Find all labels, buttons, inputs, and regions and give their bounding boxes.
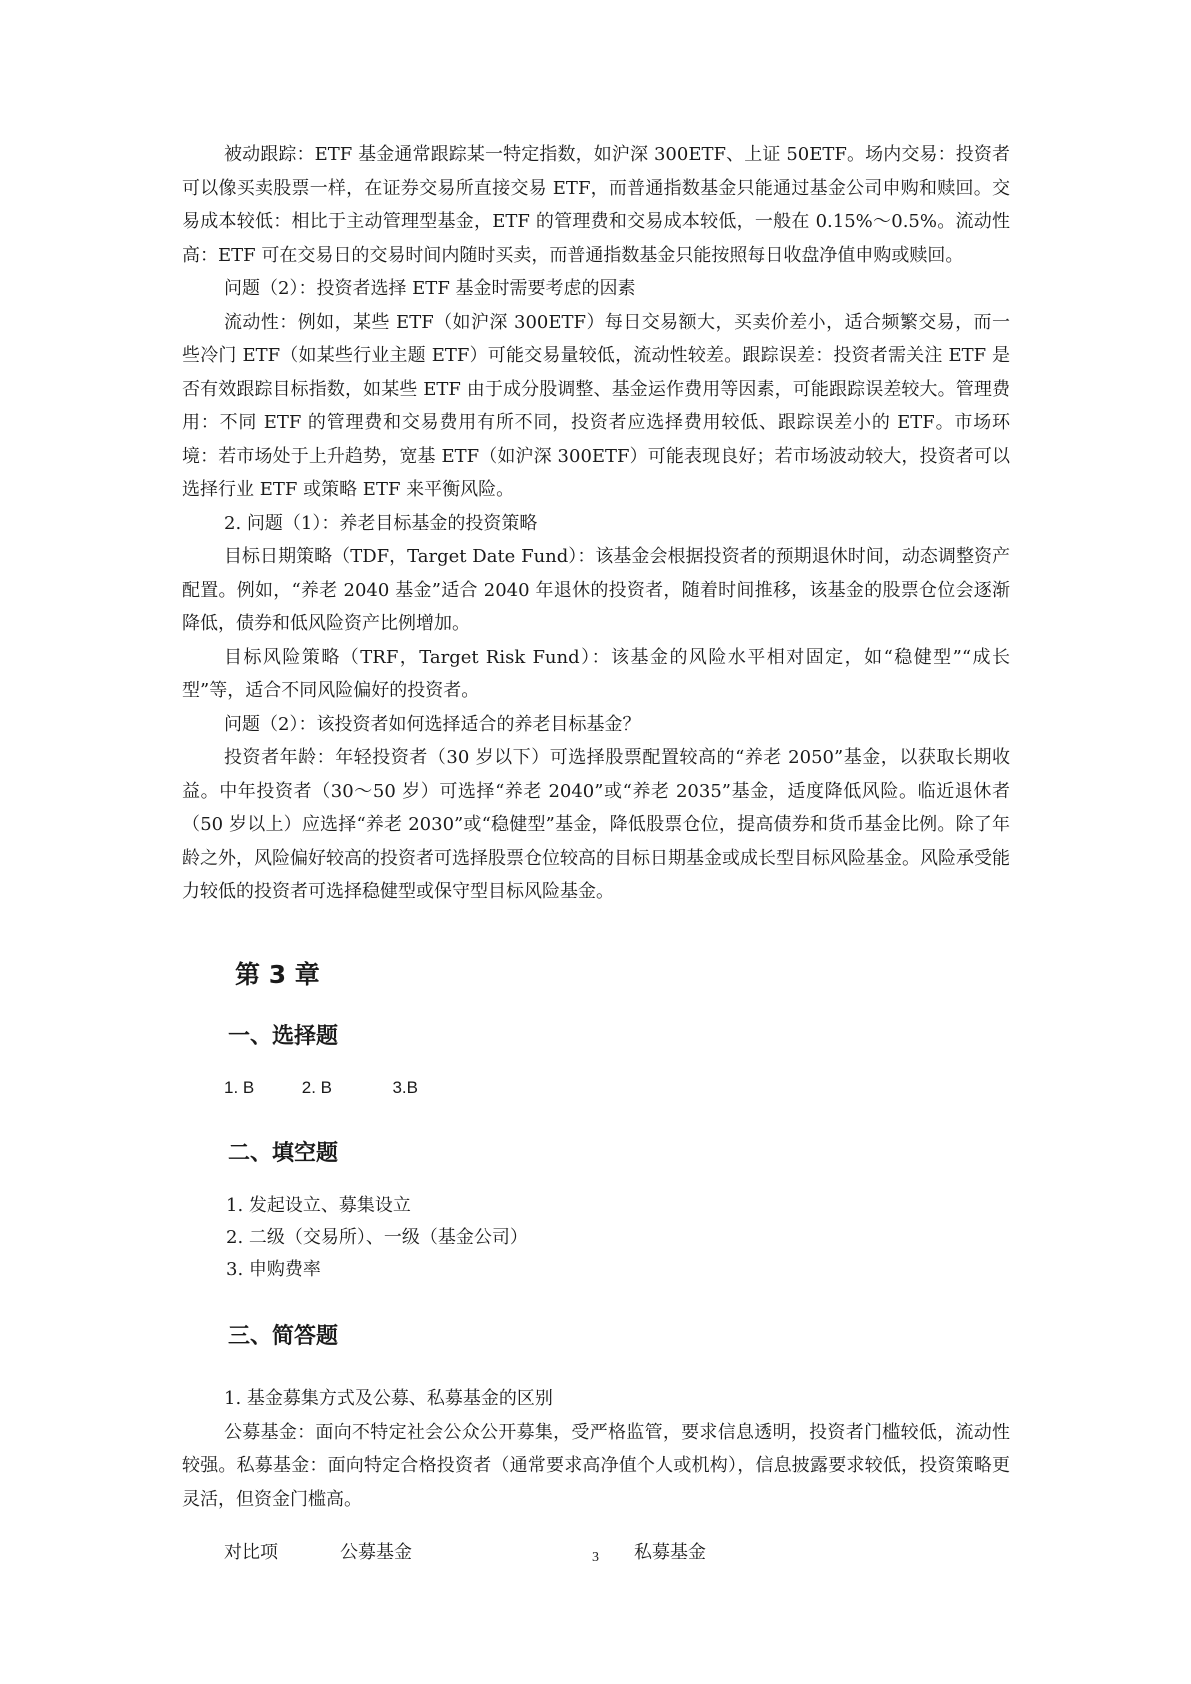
paragraph-question-1-pension: 2. 问题（1）：养老目标基金的投资策略	[224, 512, 538, 534]
fill-answer-2: 2. 二级（交易所）、一级（基金公司）	[226, 1227, 528, 1248]
paragraph-investor-age: 投资者年龄：年轻投资者（30 岁以下）可选择股票配置较高的“养老 2050”基金，以获取长期收益。中年投资者（30～50 岁）可选择“养老 2040”或“养老 2035”基金，适度降低风险。临近退休者（50 岁以上）应选择“养老 2030”或“稳健型”基金，降低股票仓位，提高债券和货币基金比例。除了年龄之外，风险偏好较高的投资者可选择股票仓位较高的目标日期基金或成长型目标风险基金。风险承受能力较低的投资者可选择稳健型或保守型目标风险基金。	[182, 747, 1010, 902]
section-title-fill: 二、填空题	[228, 1141, 339, 1166]
table-header-public: 公募基金	[340, 1542, 412, 1563]
paragraph-tdf: 目标日期策略（TDF，Target Date Fund）：该基金会根据投资者的预期退休时间，动态调整资产配置。例如，“养老 2040 基金”适合 2040 年退休的投资者，随着时间推移，该基金的股票仓位会逐渐降低，债券和低风险资产比例增加。	[182, 546, 1010, 634]
choice-answer-3: 3.B	[392, 1078, 418, 1097]
choice-answer-1: 1. B	[224, 1078, 255, 1097]
choice-answers	[224, 1078, 418, 1098]
paragraph-etf-features: 被动跟踪：ETF 基金通常跟踪某一特定指数，如沪深 300ETF、上证 50ETF。场内交易：投资者可以像买卖股票一样，在证券交易所直接交易 ETF，而普通指数基金只能通过基金公司申购和赎回。交易成本较低：相比于主动管理型基金，ETF 的管理费和交易成本较低，一般在 0.15%～0.5%。流动性高：ETF 可在交易日的交易时间内随时买卖，而普通指数基金只能按照每日收盘净值申购或赎回。	[182, 144, 1010, 266]
body-text-top	[182, 138, 1010, 909]
paragraph-etf-factors: 流动性：例如，某些 ETF（如沪深 300ETF）每日交易额大，买卖价差小，适合频繁交易，而一些冷门 ETF（如某些行业主题 ETF）可能交易量较低，流动性较差。跟踪误差：投资者需关注 ETF 是否有效跟踪目标指数，如某些 ETF 由于成分股调整、基金运作费用等因素，可能跟踪误差较大。管理费用：不同 ETF 的管理费和交易费用有所不同，投资者应选择费用较低、跟踪误差小的 ETF。市场环境：若市场处于上升趋势，宽基 ETF（如沪深 300ETF）可能表现良好；若市场波动较大，投资者可以选择行业 ETF 或策略 ETF 来平衡风险。	[182, 311, 1010, 500]
chapter-title: 第 3 章	[235, 960, 320, 989]
table-header-compare: 对比项	[224, 1542, 278, 1563]
fill-answers-list	[226, 1190, 528, 1286]
section-title-short: 三、简答题	[228, 1324, 339, 1349]
table-header-private: 私募基金	[634, 1542, 706, 1563]
page-number: 3	[592, 1550, 599, 1565]
short-answer-item-1-title: 1. 基金募集方式及公募、私募基金的区别	[224, 1388, 553, 1409]
choice-answer-2: 2. B	[301, 1078, 332, 1097]
fill-answer-1: 1. 发起设立、募集设立	[226, 1195, 411, 1216]
paragraph-question-2-heading: 问题（2）：投资者选择 ETF 基金时需要考虑的因素	[224, 278, 636, 299]
short-answer-item-1-body: 公募基金：面向不特定社会公众公开募集，受严格监管，要求信息透明，投资者门槛较低，流动性较强。私募基金：面向特定合格投资者（通常要求高净值个人或机构），信息披露要求较低，投资策略更灵活，但资金门槛高。	[182, 1421, 1010, 1510]
fill-answer-3: 3. 申购费率	[226, 1259, 321, 1280]
section-title-choice: 一、选择题	[228, 1024, 339, 1049]
paragraph-trf: 目标风险策略（TRF，Target Risk Fund）：该基金的风险水平相对固定，如“稳健型”“成长型”等，适合不同风险偏好的投资者。	[182, 646, 1010, 701]
paragraph-question-2-pension: 问题（2）：该投资者如何选择适合的养老目标基金？	[224, 713, 641, 735]
short-answer-block	[182, 1382, 1010, 1516]
